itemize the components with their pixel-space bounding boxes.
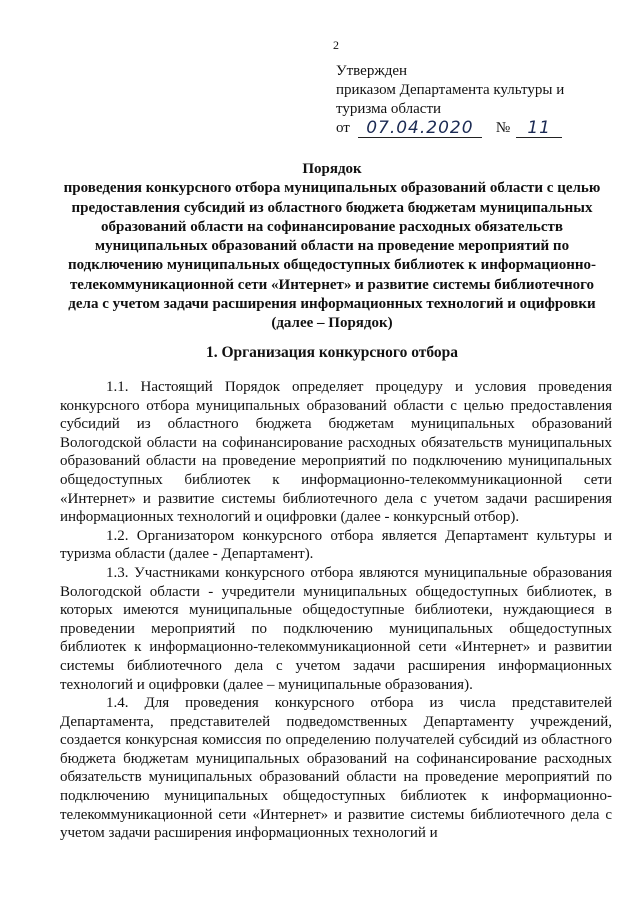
approval-line-2: приказом Департамента культуры и: [336, 82, 565, 98]
page-number: 2: [333, 38, 339, 52]
title-line: муниципальных образований области на проведение мероприятий по: [94, 238, 570, 255]
approval-line-1: Утвержден: [336, 63, 408, 79]
number-label: №: [495, 120, 511, 136]
document-title: [52, 160, 612, 334]
title-line: предоставления субсидий из областного бюджета бюджетам муниципальных: [71, 199, 593, 216]
handwritten-number: 11: [516, 119, 562, 138]
handwritten-date: 07.04.2020: [358, 119, 482, 138]
title-line: дела с учетом задачи расширения информационных технологий и оцифровки: [68, 296, 596, 313]
date-prefix: от: [336, 120, 350, 136]
title-line: подключению муниципальных общедоступных библиотек к информационно-: [67, 257, 597, 274]
title-line: (далее – Порядок): [271, 315, 393, 332]
paragraph-1-3: 1.3. Участниками конкурсного отбора являются муниципальные образования Вологодской области - учредители муниципальных общедоступных библиотек, в которых имеются муниципальные общедоступные библиотеки, нуждающиеся в проведении мероприятий по подключению муниципальных общедоступных библиотек к информационно-телекоммуникационной сети «Интернет» и развитии системы библиотечного дела с учетом задачи расширения информационных технологий и оцифровки (далее – муниципальные образования).: [60, 564, 612, 693]
approval-stamp: [336, 62, 626, 138]
paragraph-1-1: 1.1. Настоящий Порядок определяет процедуру и условия проведения конкурсного отбора муниципальных образований области с целью предоставления субсидий из областного бюджета бюджетам муниципальных образований Вологодской области на софинансирование расходных обязательств муниципальных образований области на проведение мероприятий по подключению муниципальных общедоступных библиотек к информационно-телекоммуникационной сети «Интернет» и развитие системы библиотечного дела с учетом задачи расширения информационных технологий и оцифровки (далее - конкурсный отбор).: [60, 379, 612, 526]
approval-date-row: [336, 119, 626, 138]
section-heading: 1. Организация конкурсного отбора: [205, 344, 459, 361]
title-line: проведения конкурсного отбора муниципальных образований области с целью: [63, 180, 601, 197]
approval-line-3: туризма области: [336, 101, 442, 117]
title-heading: Порядок: [302, 161, 362, 177]
paragraph-1-2: 1.2. Организатором конкурсного отбора является Департамент культуры и туризма области (далее - Департамент).: [60, 527, 612, 563]
paragraph-1-4: 1.4. Для проведения конкурсного отбора из числа представителей Департамента, представителей подведомственных Департаменту учреждений, создается конкурсная комиссия по определению получателей субсидий из областного бюджета бюджетам муниципальных образований на софинансирование расходных обязательств муниципальных образований области на проведение мероприятий по подключению муниципальных общедоступных библиотек к информационно-телекоммуникационной сети «Интернет» и развитие системы библиотечного дела с учетом задачи расширения информационных технологий и: [60, 695, 612, 842]
document-body: [60, 378, 612, 843]
title-line: образований области на софинансирование расходных обязательств: [101, 218, 563, 235]
title-line: телекоммуникационной сети «Интернет» и развитие системы библиотечного: [69, 276, 595, 293]
